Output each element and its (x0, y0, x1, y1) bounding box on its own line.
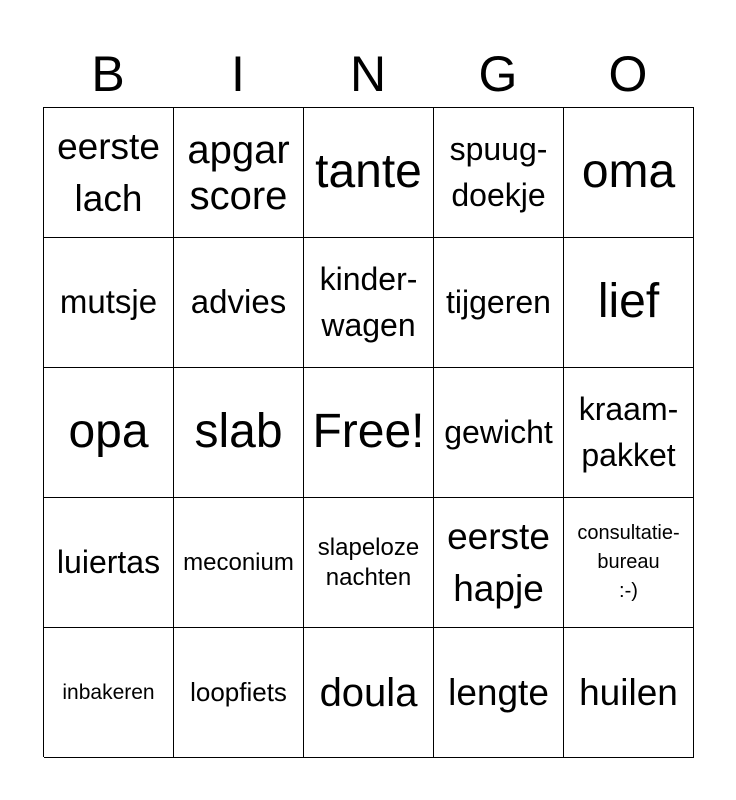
bingo-cell-r2c4[interactable] (564, 368, 694, 498)
bingo-cell-r3c2[interactable] (304, 498, 434, 628)
bingo-cell-r3c0[interactable] (44, 498, 174, 628)
cell-text: consultatie- bureau :-) (577, 522, 680, 602)
bingo-header (43, 44, 693, 104)
header-letter-o: O (608, 46, 648, 102)
cell-text: lengte (448, 671, 549, 713)
cell-text: lief (597, 275, 660, 329)
header-letter-g: G (478, 46, 518, 102)
bingo-cell-r4c0[interactable] (44, 628, 174, 758)
cell-text: kinder- wagen (319, 261, 418, 343)
cell-text: slab (194, 405, 283, 459)
bingo-cell-r2c3[interactable] (434, 368, 564, 498)
bingo-cell-r3c1[interactable] (174, 498, 304, 628)
cell-text: tante (315, 145, 422, 199)
header-letter-i: I (231, 46, 245, 102)
cell-text: Free! (312, 405, 425, 459)
cell-text: kraam- pakket (578, 391, 679, 473)
cell-text: apgar score (187, 127, 290, 218)
cell-text: opa (68, 405, 149, 459)
bingo-cell-r0c0[interactable] (44, 108, 174, 238)
cell-text: meconium (183, 548, 294, 576)
cell-text: spuug- doekje (449, 131, 548, 213)
bingo-cell-r1c4[interactable] (564, 238, 694, 368)
bingo-cell-r2c0[interactable] (44, 368, 174, 498)
bingo-cell-r4c4[interactable] (564, 628, 694, 758)
bingo-cell-r2c2[interactable] (304, 368, 434, 498)
bingo-cell-r4c2[interactable] (304, 628, 434, 758)
bingo-cell-r4c3[interactable] (434, 628, 564, 758)
bingo-cell-r0c1[interactable] (174, 108, 304, 238)
bingo-cell-r3c4[interactable] (564, 498, 694, 628)
bingo-cell-r2c1[interactable] (174, 368, 304, 498)
bingo-cell-r0c4[interactable] (564, 108, 694, 238)
bingo-cell-r1c0[interactable] (44, 238, 174, 368)
cell-text: mutsje (59, 283, 158, 321)
cell-text: inbakeren (62, 680, 155, 704)
bingo-cell-r0c2[interactable] (304, 108, 434, 238)
bingo-cell-r1c3[interactable] (434, 238, 564, 368)
cell-text: luiertas (56, 543, 161, 580)
cell-text: doula (319, 670, 418, 715)
header-letter-n: N (349, 46, 387, 102)
bingo-cell-r3c3[interactable] (434, 498, 564, 628)
cell-text: eerste lach (57, 125, 160, 219)
header-letter-b: B (91, 46, 125, 102)
cell-text: loopfiets (190, 676, 287, 707)
cell-text: eerste hapje (447, 515, 550, 609)
bingo-cell-r0c3[interactable] (434, 108, 564, 238)
bingo-cell-r4c1[interactable] (174, 628, 304, 758)
cell-text: slapeloze nachten (317, 533, 420, 591)
bingo-board (43, 107, 694, 757)
cell-text: tijgeren (446, 283, 551, 320)
cell-text: advies (190, 283, 287, 321)
cell-text: gewicht (444, 413, 553, 450)
cell-text: oma (581, 145, 676, 199)
bingo-cell-r1c1[interactable] (174, 238, 304, 368)
cell-text: huilen (579, 671, 678, 713)
bingo-cell-r1c2[interactable] (304, 238, 434, 368)
